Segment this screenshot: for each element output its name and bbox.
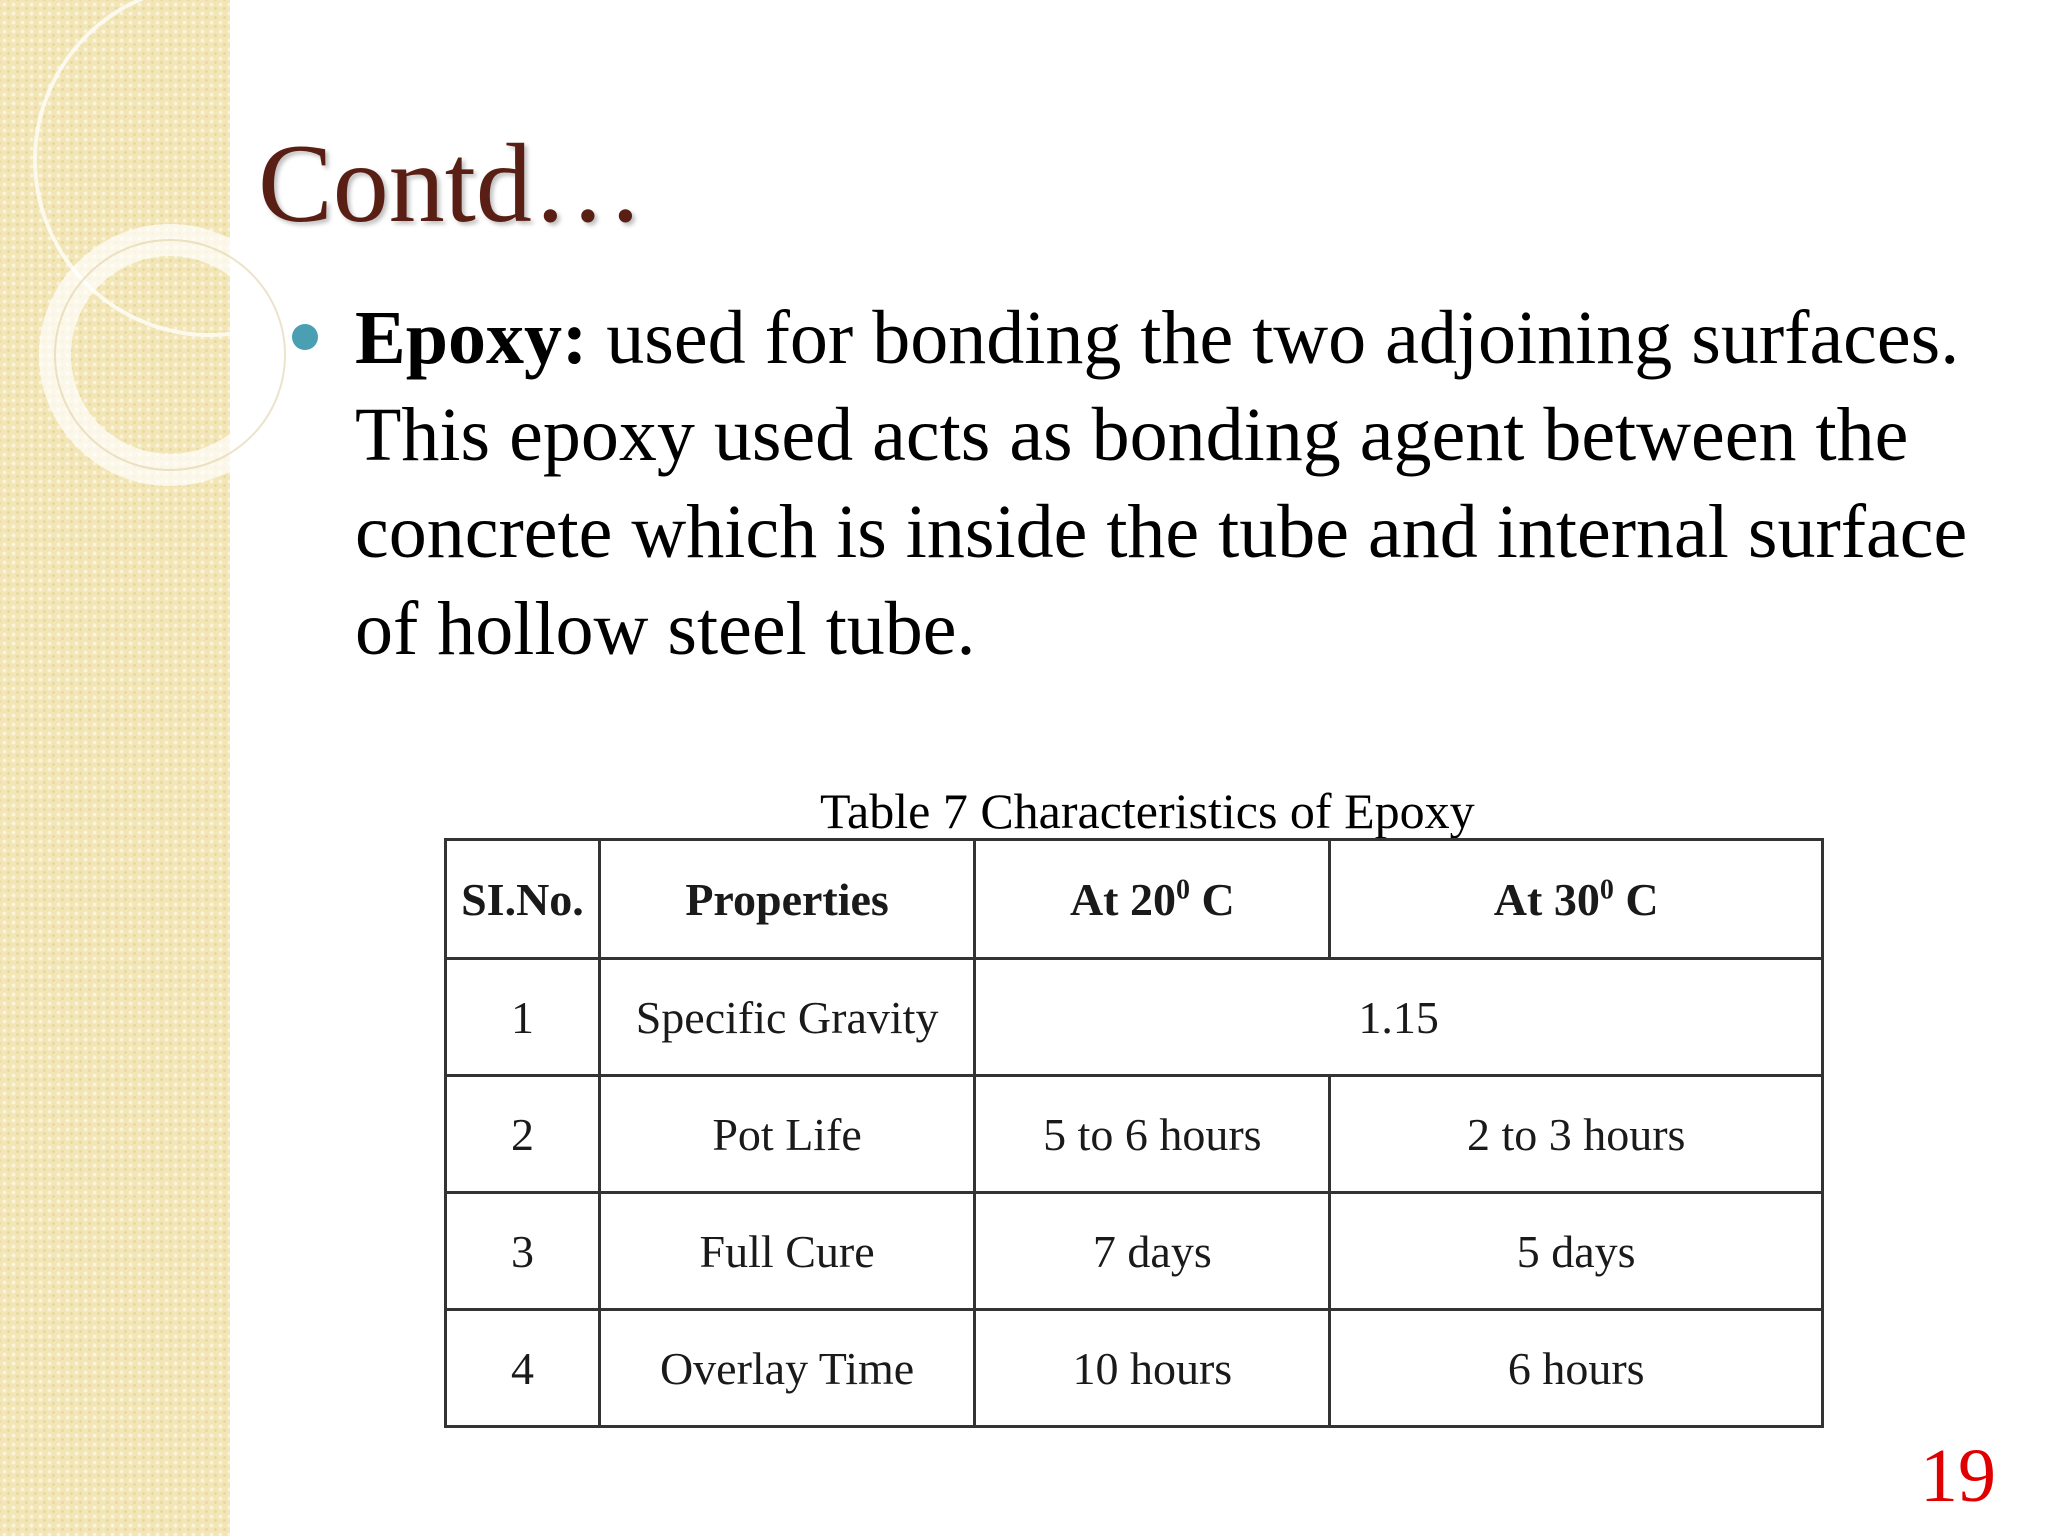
cell-at-20c: 5 to 6 hours <box>975 1076 1330 1193</box>
decorative-rings <box>0 0 260 520</box>
cell-sl: 3 <box>446 1193 600 1310</box>
cell-at-30c: 2 to 3 hours <box>1330 1076 1823 1193</box>
cell-at-20c: 7 days <box>975 1193 1330 1310</box>
cell-sl: 4 <box>446 1310 600 1427</box>
header-properties: Properties <box>599 840 974 959</box>
cell-sl: 1 <box>446 959 600 1076</box>
bullet-label: Epoxy: <box>355 296 588 380</box>
table-header-row <box>446 840 1823 959</box>
epoxy-characteristics-table <box>444 838 1824 1428</box>
slide-title: Contd… <box>258 122 644 246</box>
cell-sl: 2 <box>446 1076 600 1193</box>
header-at-20c: At $20^0$ C <box>975 840 1330 959</box>
cell-at-30c: 5 days <box>1330 1193 1823 1310</box>
table-row <box>446 1193 1823 1310</box>
table-caption: Table 7 Characteristics of Epoxy <box>820 783 1475 839</box>
header-at-30c: At $30^0$ C <box>1330 840 1823 959</box>
cell-merged-value: 1.15 <box>975 959 1823 1076</box>
header-sl-no: SI.No. <box>446 840 600 959</box>
cell-property: Specific Gravity <box>599 959 974 1076</box>
page-number: 19 <box>1920 1434 1996 1518</box>
table-row <box>446 959 1823 1076</box>
bullet-text <box>355 290 1995 678</box>
cell-property: Pot Life <box>599 1076 974 1193</box>
table-row <box>446 1076 1823 1193</box>
cell-at-20c: 10 hours <box>975 1310 1330 1427</box>
cell-property: Full Cure <box>599 1193 974 1310</box>
bullet-description: used for bonding the two adjoining surfaces. This epoxy used acts as bonding agent between the concrete which is inside the tube and internal surface of hollow steel tube. <box>355 296 1968 671</box>
bullet-icon <box>292 324 318 350</box>
cell-property: Overlay Time <box>599 1310 974 1427</box>
cell-at-30c: 6 hours <box>1330 1310 1823 1427</box>
table-row <box>446 1310 1823 1427</box>
